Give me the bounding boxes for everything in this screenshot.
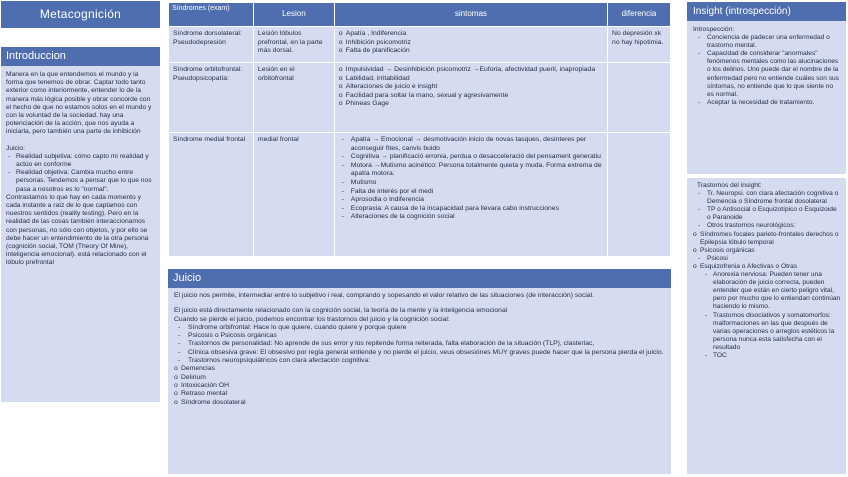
insight-bullet: - Conciencia de padecer una enfermedad o trastorno mental.	[693, 34, 841, 50]
cell-sintomas	[334, 27, 607, 63]
symptom-item: - Aprosodia o Indiferencia	[339, 196, 603, 205]
insight-bullet: - Capacidad de considerar "anormales" fenómenos mentales como las alucinaciones o los delirios. Uno puede dar el nombre de la enfermedad pero no entiende cuáles son sus síntomas, no entiende que lo que siente no es normal.	[693, 50, 841, 99]
trastornos-item: - Psicosi	[693, 255, 841, 263]
juicio-sub-item: o Intoxicación OH	[174, 382, 665, 390]
juicio-paragraph-1: El juicio nos permite, intermediar entre lo subjetivo i real, comprando y sopesando el valor relativo de las situaciones (de interacción) social.	[174, 292, 595, 299]
table-header-row	[169, 3, 671, 27]
trastornos-detail-item: - Trastornos disociativos y somatomorfos: malformaciones en las que después de varias operaciones o arreglos estéticos la persona nunca esta satisfecha con el resultado	[703, 312, 841, 352]
syndromes-table	[168, 2, 671, 257]
cell-syndrome: Síndrome medial frontal	[169, 133, 254, 257]
cell-syndrome: Síndrome dorsolateral: Pseudodepresión	[169, 27, 254, 63]
cell-syndrome: Síndrome orbitofrontal: Pseudopsicopatía:	[169, 63, 254, 133]
symptom-item: - Mutismo	[339, 179, 603, 188]
symptom-item: o Falta de planificación	[339, 47, 603, 56]
symptom-item: o Inhibición psicomotriz	[339, 39, 603, 48]
juicio-bullet: - Psicosis o Psicosis orgánicas	[174, 332, 665, 340]
juicio-sub-item: o Demencias	[174, 365, 665, 373]
juicio-sub-item: o Retraso mental	[174, 390, 665, 398]
cell-lesion: medial frontal	[253, 133, 334, 257]
intro-paragraph-3: Contrastamos lo que hay en cada momento y cada instante a raíz de lo que captamos con nuestros sentidos (reality testing). Pero en la realidad de las cosas también interaccionamos con personas, no sólo con objetos, y por ello se debe hacer un entendimiento de la otra persona (cognición social, TOM (Theory Of Mine), inteligencia emocional). está relacionado con el lóbulo prefrontal	[6, 193, 149, 267]
symptom-item: - Alteraciones de la cognición social	[339, 213, 603, 222]
intro-paragraph-1: Manera en la que entendemos el mundo y la forma que tenemos de obrar. Captar todo tanto exterior como interiormente, entender lo de la manera más lógica posible y obrar concorde con el hecho de que no estamos solos en el mundo y con la voluntad de la sociedad. hay una potenciación de la acción, que nos ayuda a	[6, 71, 152, 128]
symptom-item: o Alteraciones de juicio e insight	[339, 83, 603, 92]
trastornos-detail-item: - Anorexia nerviosa: Pueden tener una elaboración de juicio correcta, pueden entender que están en cierto peligro vital, pero por mucho que lo entiendan continúan haciendo lo mismo.	[703, 271, 841, 311]
juicio-paragraph-3: Cuando se pierde el juicio, podemos encontrar los trastornos del juicio y la cognición social:	[174, 315, 450, 323]
symptom-item: - Apatía → Emocional → desmotivación inicio de novas tasques, desinteres per aconseguir fites, canvis buido	[339, 136, 603, 153]
juicio-bullet: - Trastornos de personalidad: No aprende de sus error y los repitende forma reiterada, falta elaboración de la situación (TLP), clasterlac,	[174, 340, 665, 348]
symptom-item: - Cognitiva → planificació erronia, perdua o desacceleració del pensament generatiu	[339, 153, 603, 162]
insight-label: Introspección:	[693, 26, 735, 33]
symptom-item: o Impulsividad → Desinhibición psicomotriz →Euforia, afectividad pueril, inapropiada	[339, 66, 603, 75]
table-row	[169, 27, 671, 63]
juicio-bullet: - Síndrome orbifrontal: Hace lo que quiere, cuando quiere y porque quiere	[174, 324, 665, 332]
intro-juicio-label: Juicio:	[6, 144, 25, 152]
cell-diferencia: No depresión xk no hay hipotimia.	[608, 27, 671, 63]
intro-bullet: - Realidad objetiva: Cambia mucho entre personas. Tendemos a pensar que lo que nos pasa a nosotros es lo "normal".	[6, 169, 156, 194]
trastornos-detail-item: - TOC	[703, 352, 841, 360]
page-title: Metacognición	[1, 1, 160, 28]
symptom-item: - Ecopraxia: A causa de la incapacidad para llevara cabo instrucciones	[339, 205, 603, 214]
col-header-syndromes: Síndromes (exam)	[169, 3, 254, 27]
juicio-bullet: - Clínica obsesiva grave: El obsesivo por regla general entiende y no pierde el juicio, veus obsesiónes MUY graves puede hacer que la persona pierda el juicio.	[174, 349, 665, 357]
intro-paragraph-2: iniciarla, pero también una parte de inhibición	[6, 128, 141, 136]
trastornos-label: Trastornos del insight:	[697, 182, 762, 189]
col-header-sintomas: sintomas	[334, 3, 607, 27]
trastornos-item: - Otros trastornos neurológicos:	[693, 222, 841, 230]
cell-sintomas	[334, 133, 607, 257]
cell-lesion: Lesión lóbulos prefrontal, en la parte más dorsal.	[253, 27, 334, 63]
intro-bullet: - Realidad subjetiva: cómo capto mi realidad y actúo en conforme	[6, 153, 156, 169]
table-row	[169, 63, 671, 133]
juicio-bullet: - Trastornos neuropsiquiátricos con clara afectación cognitiva:	[174, 357, 665, 365]
col-header-diferencia: diferencia	[608, 3, 671, 27]
insight-heading: Insight (introspección)	[687, 2, 846, 21]
insight-bullet: - Aceptar la necesidad de tratamiento.	[693, 99, 841, 107]
cell-lesion: Lesión en el orbitofrontal	[253, 63, 334, 133]
symptom-item: o Apatía , Indiferencia	[339, 30, 603, 39]
trastornos-sub-item: o Síndromes focales parieto-frontales derechos o Epilepsia lóbulo temporal	[693, 231, 841, 247]
juicio-heading: Juicio	[168, 269, 671, 288]
cell-diferencia	[608, 63, 671, 133]
juicio-paragraph-2: El juicio está directamente relacionado con la cognición social, la teoría de la mente y la inteligencia emocional	[174, 307, 508, 315]
intro-heading: Introduccion	[1, 47, 160, 66]
symptom-item: - Motora →Mutismo acinético: Persona totalmente quieta y muda. Forma extrema de apatía motora.	[339, 162, 603, 179]
trastornos-panel	[687, 178, 846, 474]
juicio-panel	[168, 288, 671, 474]
juicio-sub-item: o Síndrome dosolateral	[174, 399, 665, 407]
insight-panel	[687, 21, 846, 174]
cell-sintomas	[334, 63, 607, 133]
trastornos-item: - TP o Antisocial o Esquizotípico o Esquizoide o Paranoide	[693, 206, 841, 222]
symptom-item: o Phineas Gage	[339, 100, 603, 109]
col-header-lesion: Lesion	[253, 3, 334, 27]
symptom-item: o Facilidad para soltar la mano, sexual y agresivamente	[339, 92, 603, 101]
symptom-item: o Labilidad, irritabilidad	[339, 75, 603, 84]
intro-panel	[1, 66, 160, 402]
trastornos-item: - Tr. Neuropsi. con clara afectación cognitiva o Demencia o Síndrome frontal dosolateral	[693, 190, 841, 206]
trastornos-sub-item: o Esquizofrenia o Afectivas o Otras	[693, 263, 841, 271]
cell-diferencia	[608, 133, 671, 257]
juicio-sub-item: o Delirium	[174, 374, 665, 382]
table-row	[169, 133, 671, 257]
symptom-item: - Falta de interés por el medi	[339, 188, 603, 197]
trastornos-sub-item: o Psicosis orgánicas	[693, 247, 841, 255]
